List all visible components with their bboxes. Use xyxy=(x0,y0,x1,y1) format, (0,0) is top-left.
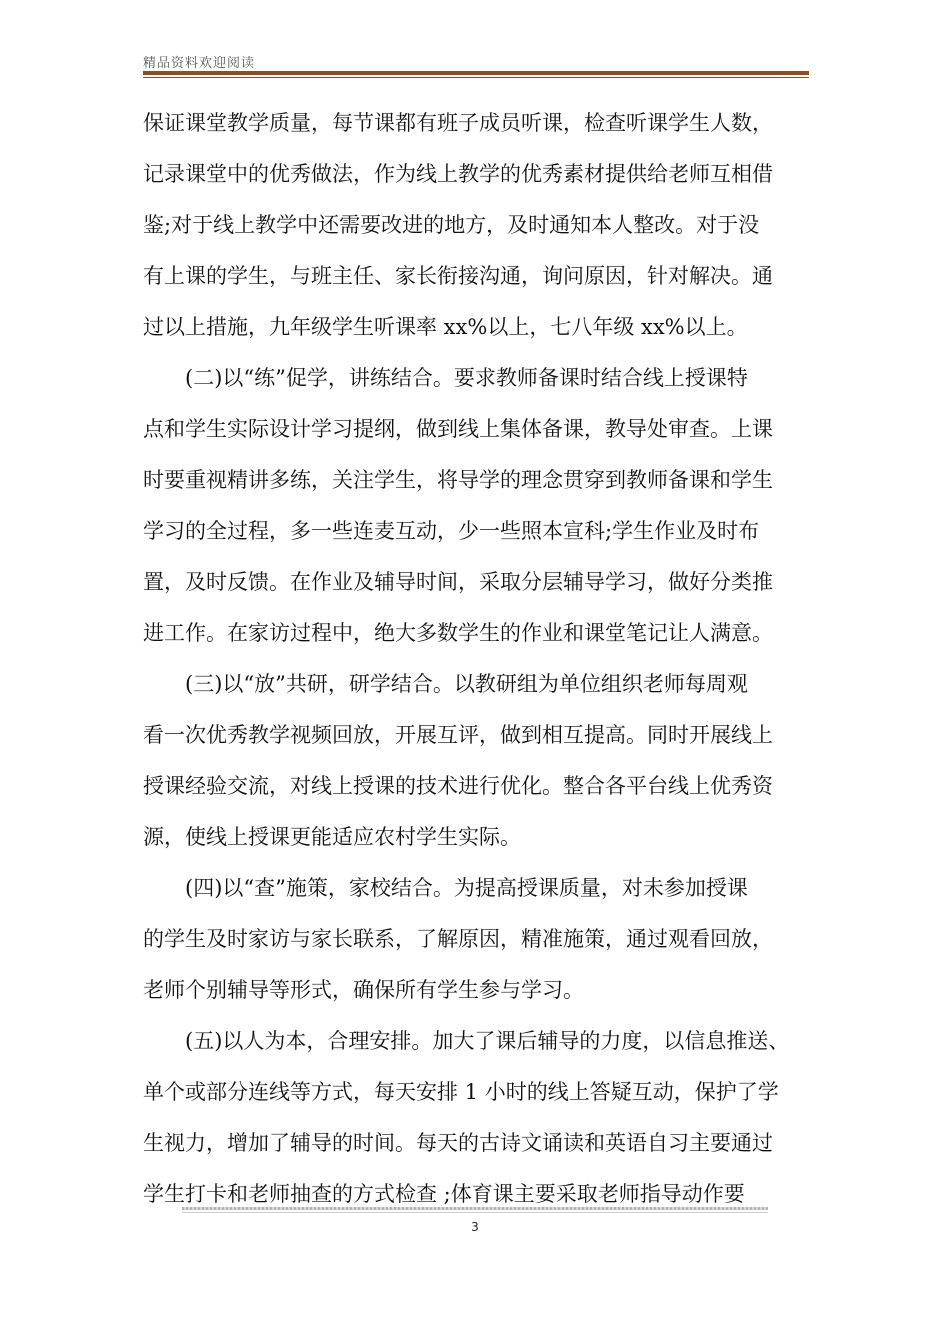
text-line: 进工作。在家访过程中，绝大多数学生的作业和课堂笔记让人满意。 xyxy=(143,621,773,645)
footer-rule-thin xyxy=(182,1212,768,1213)
text-line: 看一次优秀教学视频回放，开展互评，做到相互提高。同时开展线上 xyxy=(143,723,773,747)
text-line: 置，及时反馈。在作业及辅导时间，采取分层辅导学习，做好分类推 xyxy=(143,570,773,594)
text-line: 点和学生实际设计学习提纲，做到线上集体备课，教导处审查。上课 xyxy=(143,417,773,441)
text-line: 时要重视精讲多练，关注学生，将导学的理念贯穿到教师备课和学生 xyxy=(143,468,773,492)
text-line: 的学生及时家访与家长联系，了解原因，精准施策，通过观看回放， xyxy=(143,927,773,951)
text-line: 记录课堂中的优秀做法，作为线上教学的优秀素材提供给老师互相借 xyxy=(143,162,773,186)
text-line: 过以上措施，九年级学生听课率 xx%以上，七八年级 xx%以上。 xyxy=(143,315,748,339)
footer-rule xyxy=(182,1207,768,1210)
text-line: 生视力，增加了辅导的时间。每天的古诗文诵读和英语自习主要通过 xyxy=(143,1131,773,1155)
header-rule-thin xyxy=(143,77,809,78)
text-line: (四)以“查”施策，家校结合。为提高授课质量，对未参加授课 xyxy=(185,876,748,900)
text-line: 单个或部分连线等方式，每天安排 1 小时的线上答疑互动，保护了学 xyxy=(143,1080,779,1104)
text-line: 有上课的学生，与班主任、家长衔接沟通，询问原因，针对解决。通 xyxy=(143,264,773,288)
page-number: 3 xyxy=(471,1220,479,1234)
text-line: 学生打卡和老师抽查的方式检查 ;体育课主要采取老师指导动作要 xyxy=(143,1182,745,1206)
text-line: (二)以“练”促学，讲练结合。要求教师备课时结合线上授课特 xyxy=(185,366,748,390)
text-line: 源，使线上授课更能适应农村学生实际。 xyxy=(143,825,521,849)
text-line: 老师个别辅导等形式，确保所有学生参与学习。 xyxy=(143,978,584,1002)
running-header: 精品资料欢迎阅读 xyxy=(143,56,256,71)
text-line: 学习的全过程，多一些连麦互动，少一些照本宣科;学生作业及时布 xyxy=(143,519,760,543)
text-line: 保证课堂教学质量，每节课都有班子成员听课，检查听课学生人数， xyxy=(143,111,773,135)
document-body xyxy=(143,98,815,1220)
text-line: (五)以人为本，合理安排。加大了课后辅导的力度，以信息推送、 xyxy=(185,1029,790,1053)
header-rule xyxy=(143,71,809,75)
text-line: 鉴;对于线上教学中还需要改进的地方，及时通知本人整改。对于没 xyxy=(143,213,760,237)
text-line: 授课经验交流，对线上授课的技术进行优化。整合各平台线上优秀资 xyxy=(143,774,773,798)
text-line: (三)以“放”共研，研学结合。以教研组为单位组织老师每周观 xyxy=(185,672,748,696)
